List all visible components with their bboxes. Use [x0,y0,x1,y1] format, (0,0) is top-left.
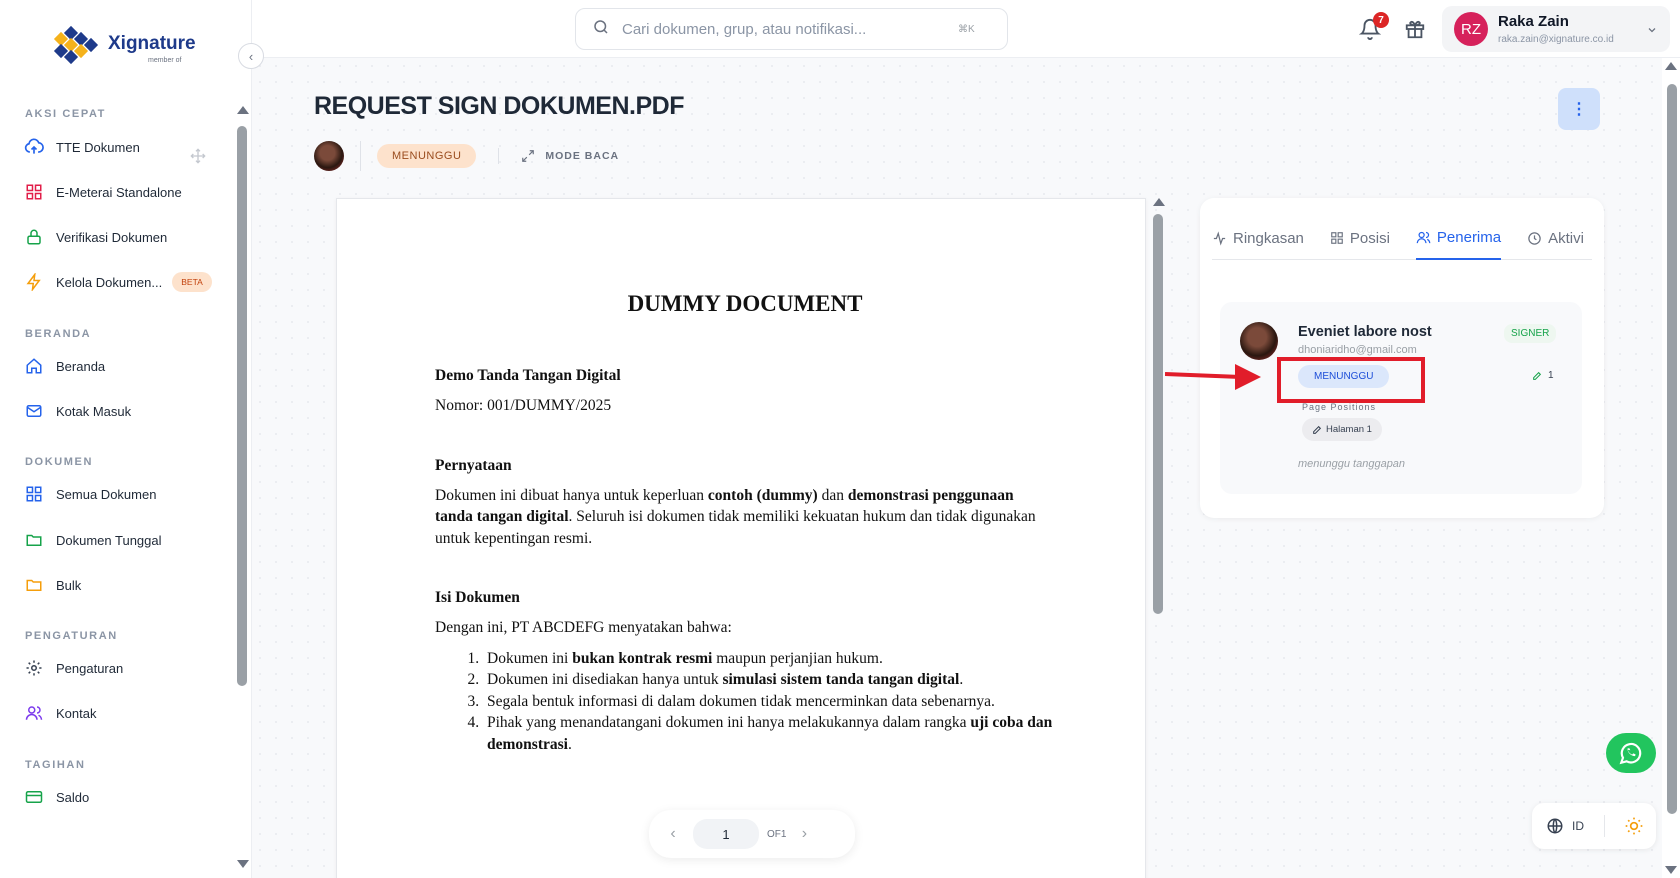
logo-mark-icon [52,28,102,68]
notification-badge: 7 [1373,12,1389,28]
clock-icon [1527,231,1542,246]
whatsapp-button[interactable] [1606,733,1656,773]
sidebar-item-label: Verifikasi Dokumen [56,229,168,245]
sidebar-item-beranda[interactable] [24,353,214,379]
sidebar-item-e-meterai[interactable] [24,179,214,205]
search-box[interactable] [575,8,1008,50]
document-viewer[interactable] [336,198,1146,878]
user-email: raka.zain@xignature.co.id [1498,34,1614,45]
sidebar-item-label: E-Meterai Standalone [56,184,182,200]
card-icon [24,787,44,807]
sidebar-item-label: TTE Dokumen [56,139,140,155]
brand-name: Xignature [108,32,196,54]
chevron-left-icon[interactable]: ‹ [670,825,676,842]
recipient-name: Eveniet labore nost [1298,324,1432,340]
grid-icon [1330,231,1344,245]
annotation-highlight-box [1277,357,1425,403]
bolt-icon [24,272,44,292]
expand-icon [521,149,535,163]
chevron-down-icon [1646,23,1658,41]
tab-ringkasan[interactable]: Ringkasan [1212,216,1304,260]
viewer-scrollbar[interactable] [1152,198,1164,878]
whatsapp-icon [1618,740,1644,766]
list-item: 2. Dokumen ini disediakan hanya untuk simulasi sistem tanda tangan digital. [483,669,1055,691]
sidebar-item-tte-dokumen[interactable] [24,134,214,160]
section-dokumen: DOKUMEN [25,456,94,468]
collapse-sidebar-button[interactable] [238,43,264,69]
page-number-input[interactable]: 1 [693,819,759,849]
pen-icon [1312,425,1322,435]
home-icon [24,356,44,376]
lock-icon [24,227,44,247]
sidebar-nav [0,100,230,870]
kebab-icon: ⋮ [1571,101,1587,118]
chevron-right-icon[interactable]: › [801,825,808,842]
brand-sub: member of [148,56,182,64]
user-name: Raka Zain [1498,13,1569,30]
section-heading: Isi Dokumen [435,589,520,606]
section-tagihan: TAGIHAN [25,759,86,771]
mail-icon [24,401,44,421]
avatar: RZ [1454,12,1488,46]
sidebar-item-saldo[interactable] [24,784,214,810]
sidebar-item-label: Bulk [56,577,82,593]
brand-logo[interactable] [52,28,196,68]
document-subheading: Demo Tanda Tangan Digital [435,367,621,384]
top-bar [252,0,1680,58]
page-position-chip[interactable]: Halaman 1 [1302,418,1382,441]
sidebar-item-dokumen-tunggal[interactable] [24,527,214,553]
avatar[interactable] [314,141,344,171]
sidebar [0,0,252,878]
section-aksi-cepat: AKSI CEPAT [25,108,106,120]
document-list [483,648,1055,756]
folder-icon [24,530,44,550]
document-number: Nomor: 001/DUMMY/2025 [435,397,612,414]
document-heading: DUMMY DOCUMENT [627,291,863,316]
move-icon[interactable] [190,148,206,164]
recipient-email: dhoniaridho@gmail.com [1298,344,1417,356]
annotation-arrow-icon [1165,360,1265,390]
page-title: REQUEST SIGN DOKUMEN.PDF [314,92,684,120]
search-icon [592,18,610,41]
user-menu[interactable] [1442,6,1670,52]
tab-posisi[interactable]: Posisi [1330,216,1390,260]
status-badge: MENUNGGU [1298,365,1389,388]
read-mode-label: MODE BACA [545,150,620,162]
beta-badge: BETA [172,272,212,292]
tab-penerima[interactable]: Penerima [1416,216,1501,260]
more-options-button[interactable] [1558,88,1600,130]
sidebar-item-label: Pengaturan [56,660,124,676]
sidebar-item-pengaturan[interactable] [24,655,214,681]
search-input[interactable] [622,21,952,38]
sidebar-item-label: Semua Dokumen [56,486,157,502]
grid-icon [24,484,44,504]
waiting-text: menunggu tanggapan [1298,458,1406,470]
pagination [649,810,855,858]
list-item: 3. Segala bentuk informasi di dalam dokumen tidak mencerminkan data sebenarnya. [483,691,1055,713]
sidebar-item-label: Kelola Dokumen... [56,274,163,290]
main-content [252,58,1662,878]
pen-icon [1532,371,1542,381]
paragraph: Dengan ini, PT ABCDEFG menyatakan bahwa: [435,619,732,636]
sidebar-item-label: Dokumen Tunggal [56,532,162,548]
gift-icon[interactable] [1404,18,1428,42]
sidebar-item-kontak[interactable] [24,700,214,726]
language-code: ID [1572,819,1584,833]
status-badge: MENUNGGU [377,144,476,168]
sidebar-item-label: Kotak Masuk [56,403,132,419]
activity-icon [1212,231,1227,246]
page-scrollbar[interactable] [1664,62,1678,878]
sidebar-item-label: Saldo [56,789,90,805]
globe-icon [1546,817,1564,835]
sidebar-item-kelola[interactable] [24,269,214,295]
role-badge: SIGNER [1504,324,1556,343]
list-item: 4. Pihak yang menandatangani dokumen ini hanya melakukannya dalam rangka uji coba dan demonstrasi. [483,712,1055,755]
sidebar-item-verifikasi[interactable] [24,224,214,250]
paragraph: Dokumen ini dibuat hanya untuk keperluan contoh (dummy) dan demonstrasi penggunaan tanda tangan digital. Seluruh isi dokumen tidak memiliki kekuatan hukum dan tidak digunakan untuk kepentingan resmi. [435,486,1036,547]
section-heading: Pernyataan [435,456,512,474]
users-icon [1416,230,1431,245]
sun-icon [1624,816,1644,836]
page-total: OF1 [767,828,787,840]
grid-icon [24,182,44,202]
sidebar-item-label: Beranda [56,358,106,374]
upload-cloud-icon [24,137,44,157]
chevron-left-icon: ‹ [248,48,254,64]
read-mode-button[interactable] [521,149,619,163]
sidebar-item-semua-dokumen[interactable] [24,481,214,507]
sidebar-item-bulk[interactable] [24,572,214,598]
sidebar-scrollbar[interactable] [236,106,246,866]
section-beranda: BERANDA [25,328,92,340]
avatar [1240,322,1278,360]
tab-aktivitas[interactable]: Aktivi [1527,216,1584,260]
search-shortcut: ⌘K [958,23,975,35]
document-meta [314,140,619,172]
users-icon [24,703,44,723]
folder-icon [24,575,44,595]
sidebar-item-kotak-masuk[interactable] [24,398,214,424]
section-pengaturan: PENGATURAN [25,630,118,642]
language-switcher[interactable] [1532,803,1656,849]
list-item: 1. Dokumen ini bukan kontrak resmi maupun perjanjian hukum. [483,648,1055,670]
panel-tabs [1212,216,1592,260]
sidebar-item-label: Kontak [56,705,97,721]
gear-icon [24,658,44,678]
signature-count: 1 [1532,370,1554,381]
page-positions-label: Page Positions [1302,402,1377,412]
